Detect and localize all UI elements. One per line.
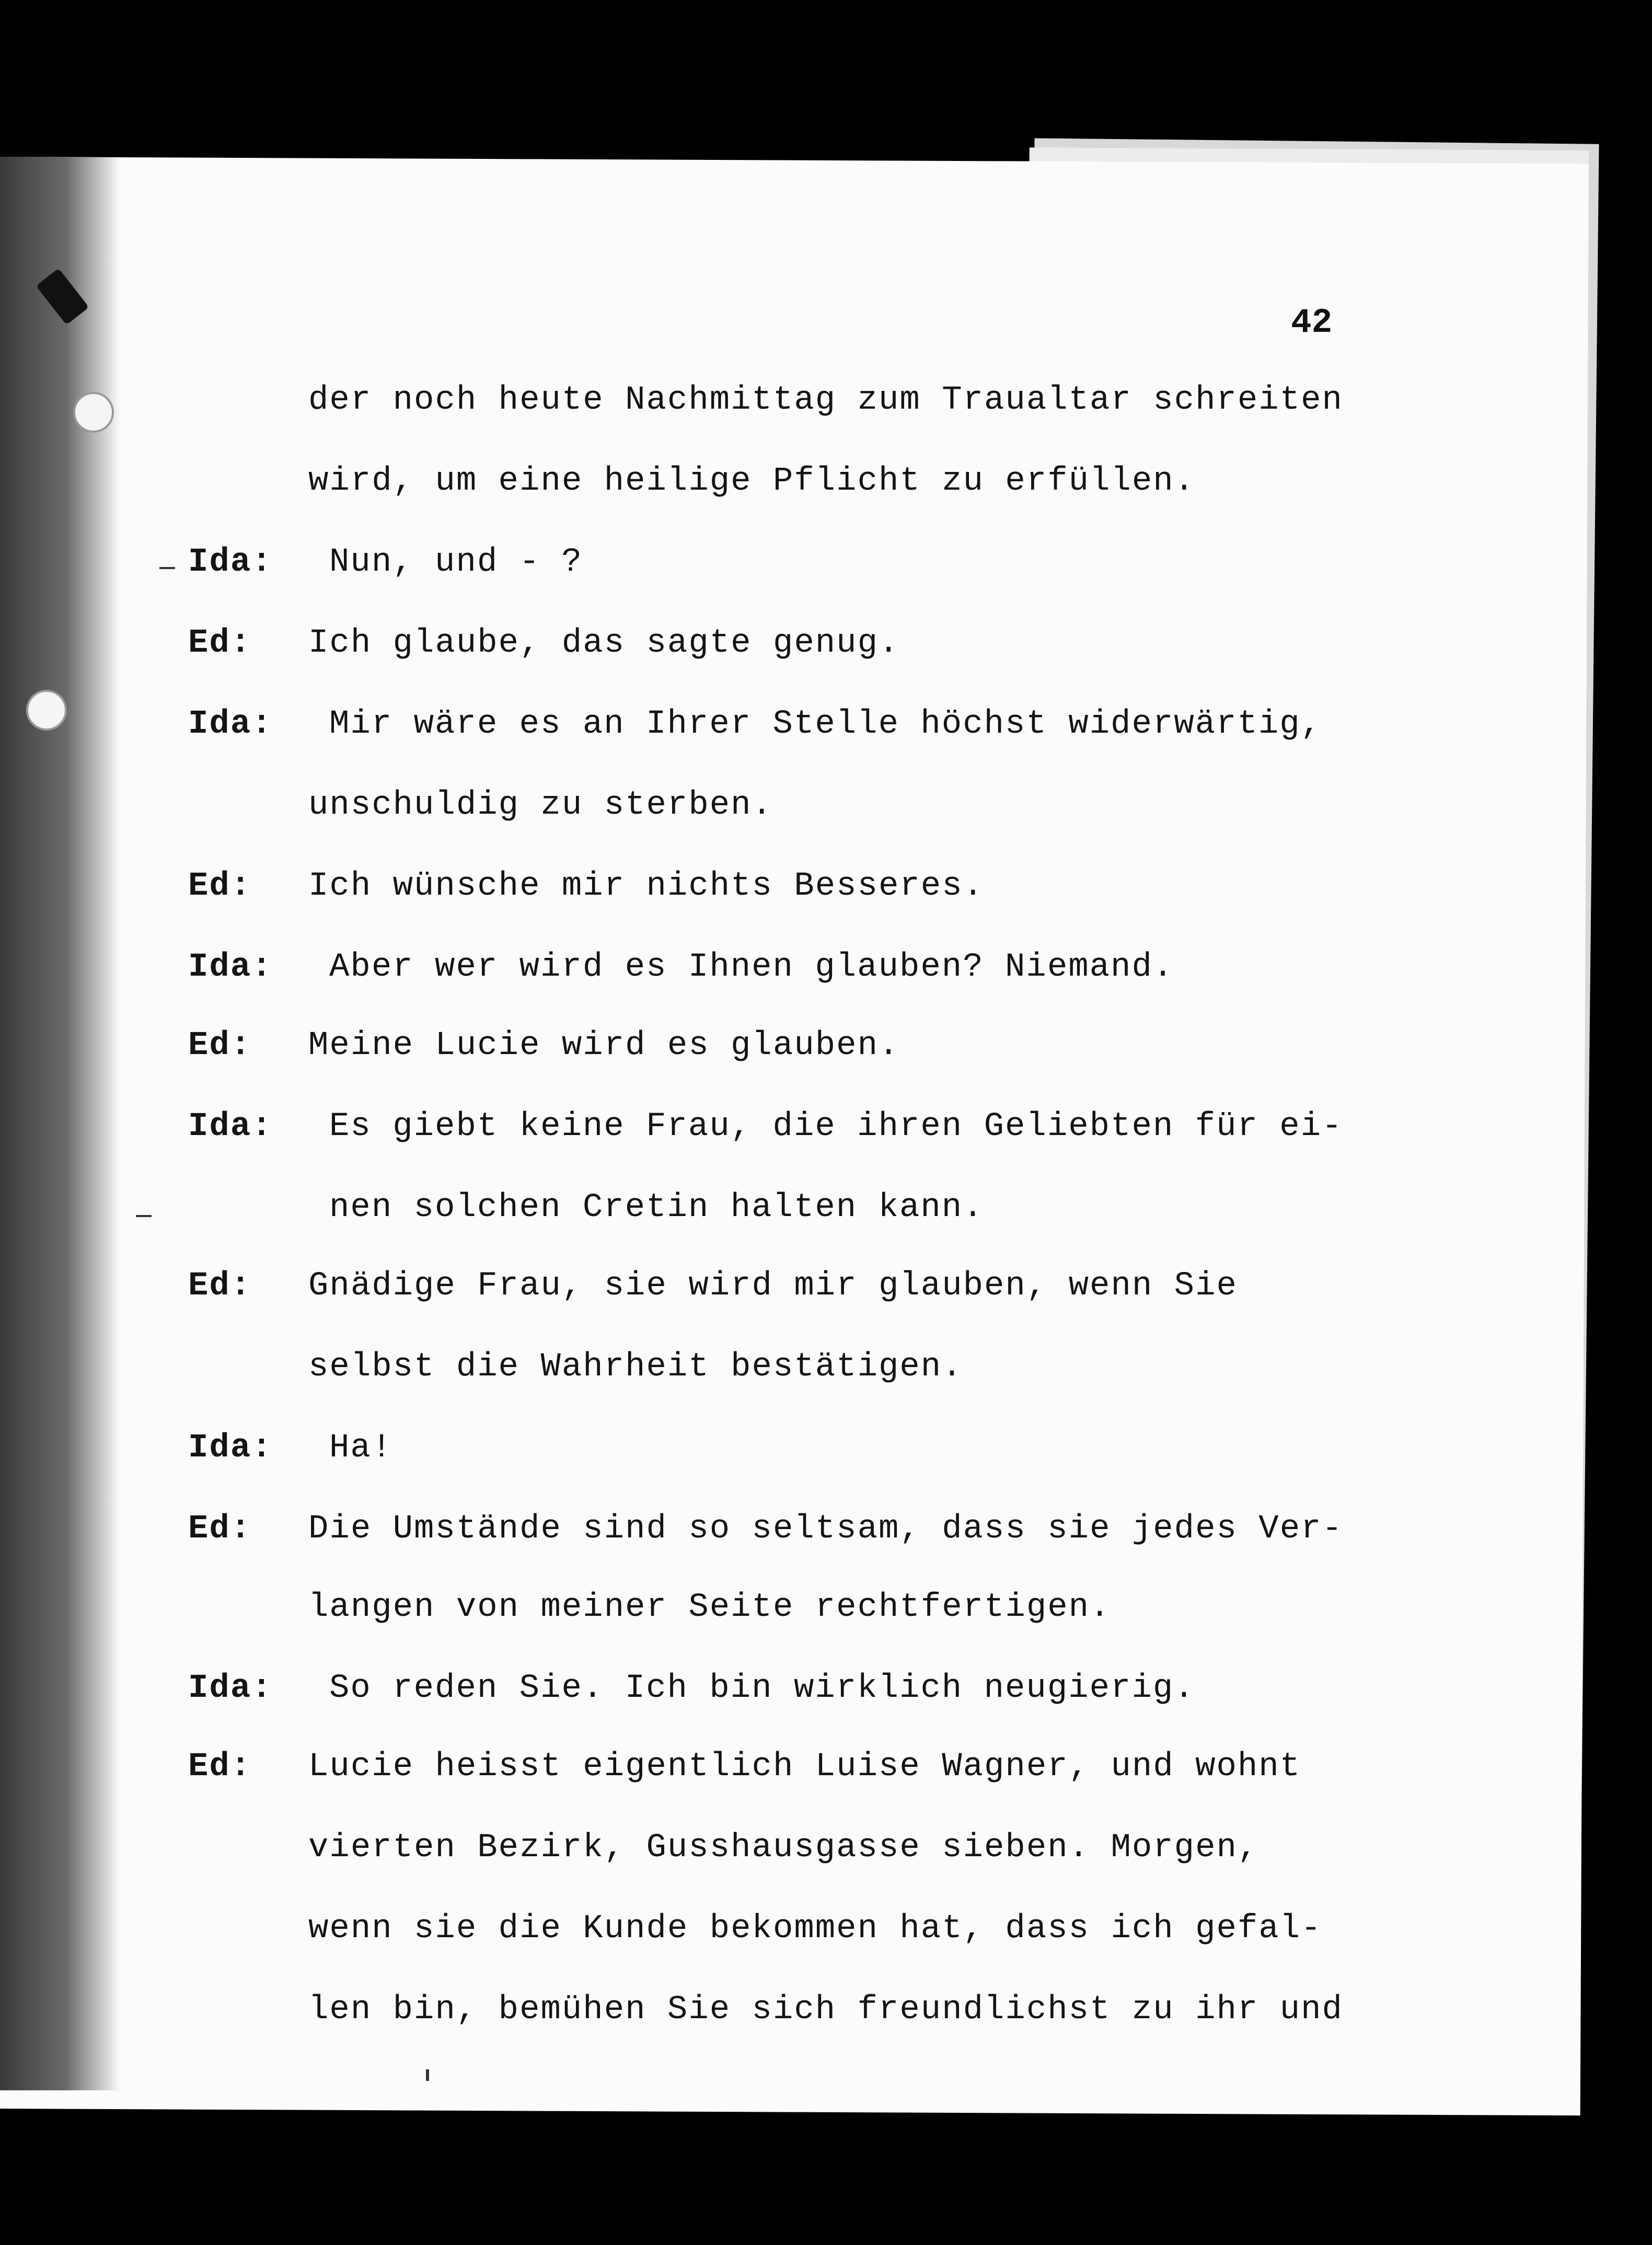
dialogue-line: Es giebt keine Frau, die ihren Geliebten für ei- — [329, 1108, 1343, 1145]
dialogue-line: Die Umstände sind so seltsam, dass sie jedes Ver- — [308, 1510, 1343, 1548]
dialogue-line: wird, um eine heilige Pflicht zu erfüllen. — [308, 462, 1196, 500]
page-number: 42 — [1291, 303, 1333, 342]
dialogue-line: der noch heute Nachmittag zum Traualtar schreiten — [308, 381, 1343, 419]
dialogue-line: Nun, und - ? — [329, 543, 583, 581]
dialogue-line: Aber wer wird es Ihnen glauben? Niemand. — [329, 948, 1174, 986]
dialogue-line: Meine Lucie wird es glauben. — [308, 1027, 900, 1064]
punch-hole — [73, 392, 114, 433]
speaker-label: Ida: — [188, 705, 273, 743]
dialogue-line: langen von meiner Seite rechtfertigen. — [308, 1589, 1111, 1626]
speaker-label: Ida: — [188, 1429, 273, 1467]
dialogue-line: nen solchen Cretin halten kann. — [329, 1189, 984, 1226]
dialogue-line: Gnädige Frau, sie wird mir glauben, wenn Sie — [308, 1267, 1238, 1305]
punch-hole — [26, 690, 67, 731]
dialogue-line: So reden Sie. Ich bin wirklich neugierig. — [329, 1670, 1195, 1707]
dialogue-line: Ich glaube, das sagte genug. — [308, 624, 900, 662]
margin-mark — [426, 2069, 429, 2081]
dialogue-line: len bin, bemühen Sie sich freundlichst zu ihr und — [308, 1991, 1343, 2029]
speaker-label: Ida: — [188, 1108, 273, 1145]
dialogue-line: wenn sie die Kunde bekommen hat, dass ich gefal- — [308, 1910, 1322, 1948]
dialogue-line: vierten Bezirk, Gusshausgasse sieben. Morgen, — [308, 1829, 1259, 1867]
binding-shadow — [0, 157, 120, 2090]
speaker-label: Ida: — [188, 543, 273, 581]
speaker-label: Ed: — [188, 1748, 252, 1786]
margin-mark — [136, 1215, 152, 1217]
speaker-label: Ed: — [188, 867, 252, 905]
speaker-label: Ed: — [188, 1267, 252, 1305]
dialogue-line: Ha! — [329, 1429, 393, 1467]
dialogue-line: Mir wäre es an Ihrer Stelle höchst widerwärtig, — [329, 705, 1322, 743]
dialogue-line: Lucie heisst eigentlich Luise Wagner, und wohnt — [308, 1748, 1301, 1786]
speaker-label: Ed: — [188, 1027, 252, 1064]
dialogue-line: unschuldig zu sterben. — [308, 786, 773, 824]
speaker-label: Ida: — [188, 948, 273, 986]
speaker-label: Ed: — [188, 1510, 252, 1548]
dialogue-line: Ich wünsche mir nichts Besseres. — [308, 867, 984, 905]
margin-mark — [159, 567, 175, 569]
speaker-label: Ed: — [188, 624, 252, 662]
speaker-label: Ida: — [188, 1670, 273, 1707]
dialogue-line: selbst die Wahrheit bestätigen. — [308, 1348, 963, 1386]
